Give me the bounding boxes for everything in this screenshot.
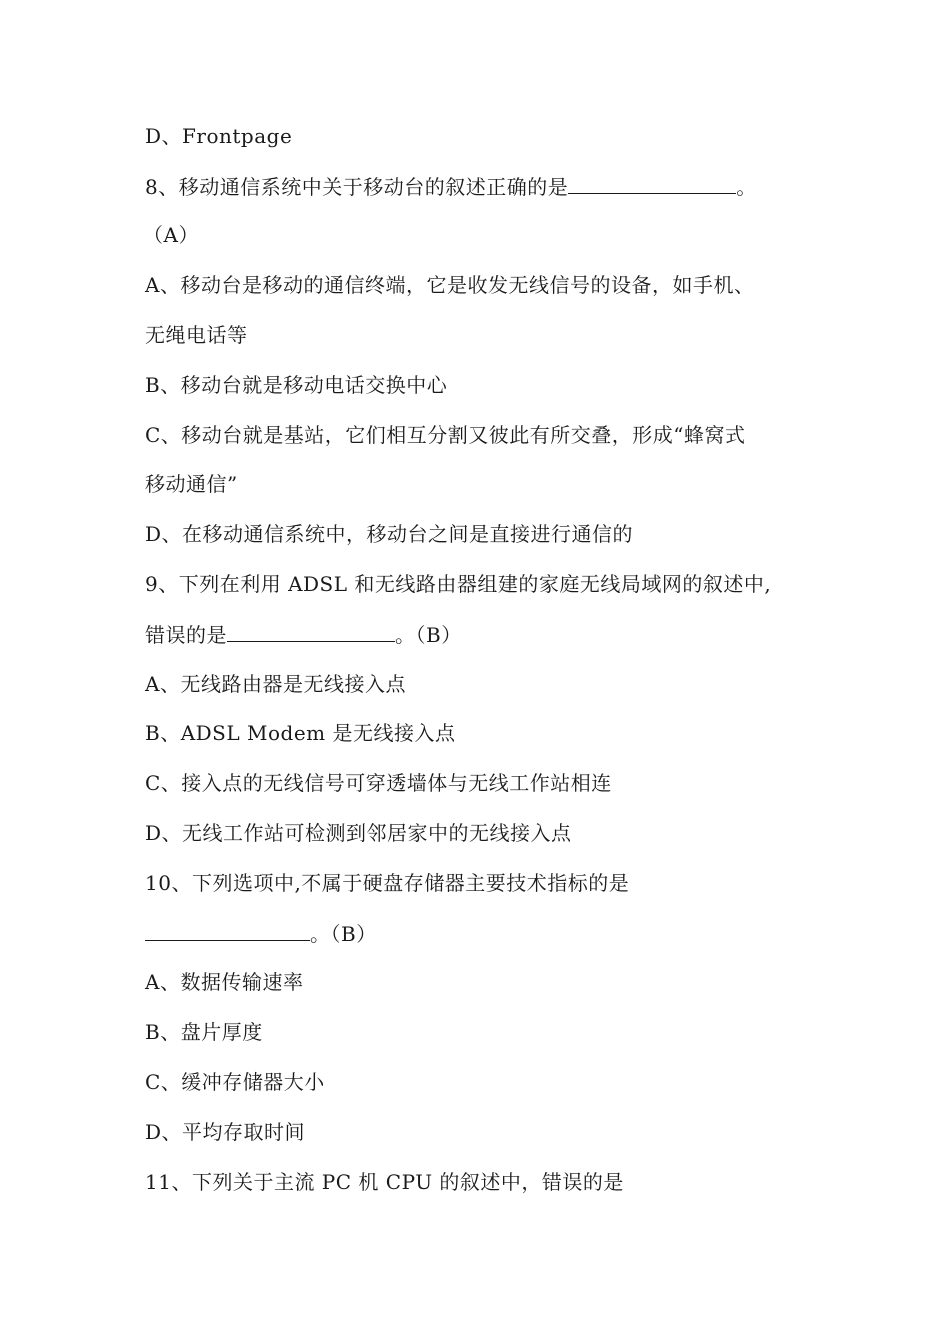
q9-stem-line1 <box>145 571 771 597</box>
q8-stem-text: 8、移动通信系统中关于移动台的叙述正确的是 <box>145 175 569 199</box>
q11-stem-text: 11、下列关于主流 PC 机 CPU 的叙述中，错误的是 <box>145 1170 624 1194</box>
q10-option-c-text: C、缓冲存储器大小 <box>145 1070 325 1094</box>
q11-stem <box>145 1169 624 1195</box>
q9-stem-text-1: 9、下列在利用 ADSL 和无线路由器组建的家庭无线局域网的叙述中, <box>145 572 772 596</box>
q10-stem-line2 <box>145 920 377 947</box>
q10-option-b <box>145 1019 263 1045</box>
q8-option-c-text-2: 移动通信” <box>145 472 238 496</box>
q8-option-b-text: B、移动台就是移动电话交换中心 <box>145 373 448 397</box>
q8-answer-text: （A） <box>143 223 199 247</box>
q9-option-a <box>145 671 406 697</box>
q9-option-b-text: B、ADSL Modem 是无线接入点 <box>145 721 456 745</box>
q9-option-a-text: A、无线路由器是无线接入点 <box>145 672 406 696</box>
q10-option-b-text: B、盘片厚度 <box>145 1020 263 1044</box>
q8-option-c-line1 <box>145 422 746 448</box>
q8-option-d-text: D、在移动通信系统中，移动台之间是直接进行通信的 <box>145 522 634 546</box>
q9-option-d-text: D、无线工作站可检测到邻居家中的无线接入点 <box>145 821 572 845</box>
q10-option-c <box>145 1069 325 1095</box>
q10-answer-text: 。（B） <box>310 922 377 946</box>
q9-option-c-text: C、接入点的无线信号可穿透墙体与无线工作站相连 <box>145 771 612 795</box>
q8-answer <box>143 222 199 248</box>
q8-option-a-text-2: 无绳电话等 <box>145 323 248 347</box>
q8-option-b <box>145 372 447 398</box>
q9-stem-text-2: 错误的是 <box>145 623 227 647</box>
q10-stem-line1 <box>145 870 629 896</box>
q8-option-a-line2 <box>145 322 248 348</box>
q7-option-d-text: D、Frontpage <box>145 124 293 148</box>
q9-option-d <box>145 820 572 846</box>
q8-option-c-text-1: C、移动台就是基站，它们相互分割又彼此有所交叠，形成“蜂窝式 <box>145 423 746 447</box>
q9-option-b <box>145 720 456 746</box>
q10-option-d <box>145 1119 305 1145</box>
q8-option-a-line1 <box>145 272 754 298</box>
q9-stem-line2 <box>145 621 462 648</box>
q10-option-a <box>145 969 303 995</box>
q10-option-a-text: A、数据传输速率 <box>145 970 304 994</box>
q10-stem-text-1: 10、下列选项中,不属于硬盘存储器主要技术指标的是 <box>145 871 630 895</box>
q8-stem-end: 。 <box>736 175 757 199</box>
q8-option-d <box>145 521 633 547</box>
q8-option-a-text-1: A、移动台是移动的通信终端，它是收发无线信号的设备，如手机、 <box>145 273 755 297</box>
answer-blank <box>568 173 736 194</box>
q8-option-c-line2 <box>145 471 238 497</box>
answer-blank <box>145 920 310 941</box>
q7-option-d <box>145 123 292 149</box>
answer-blank <box>227 621 395 642</box>
q10-option-d-text: D、平均存取时间 <box>145 1120 306 1144</box>
q8-stem <box>145 173 757 200</box>
q9-option-c <box>145 770 612 796</box>
q9-answer-text: 。（B） <box>395 623 462 647</box>
